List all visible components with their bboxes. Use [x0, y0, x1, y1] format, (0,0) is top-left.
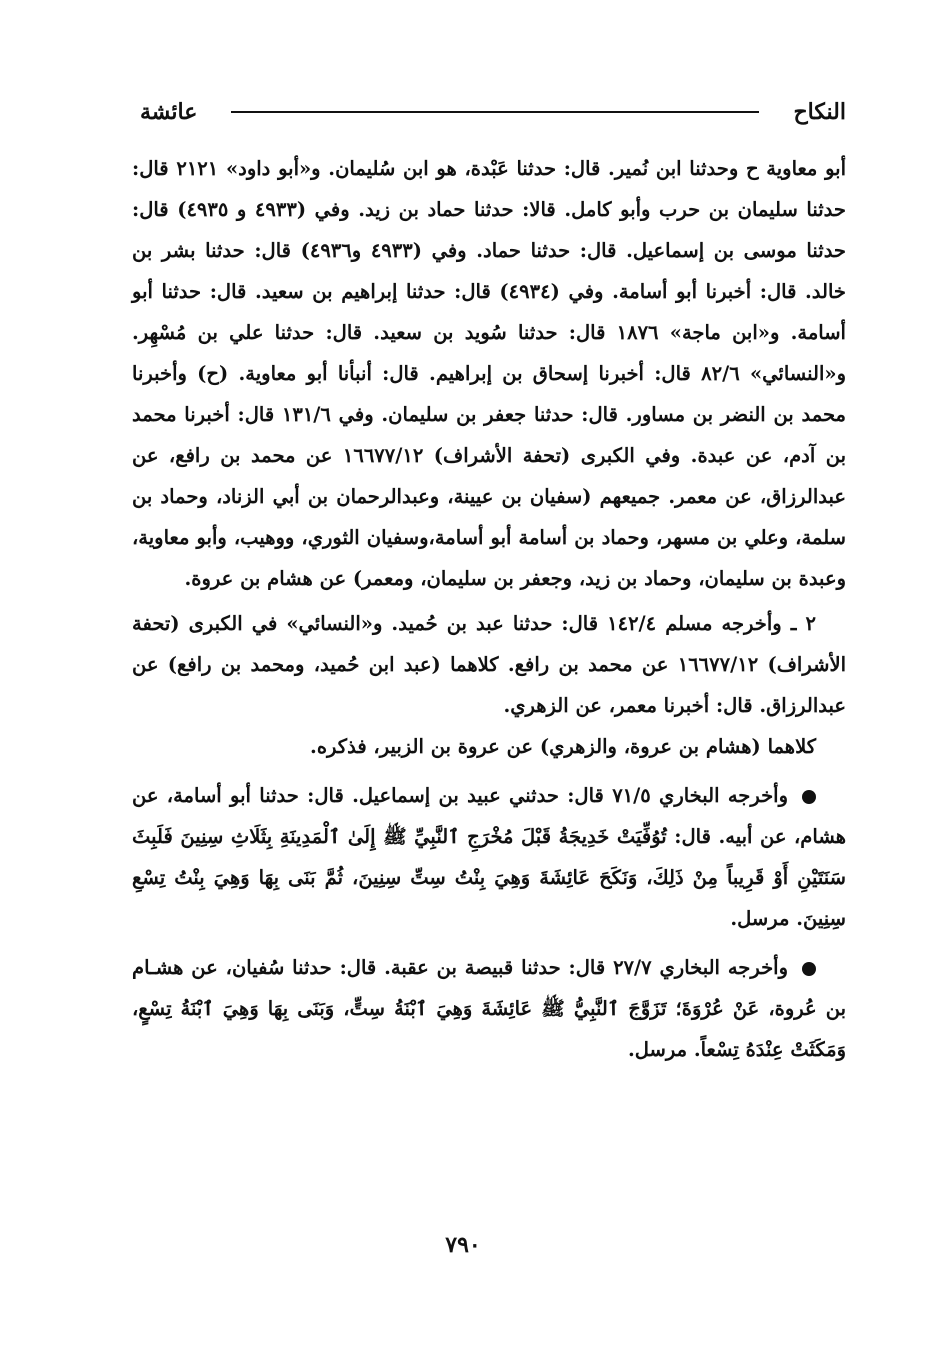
paragraph-bukhari-2: [132, 947, 846, 1070]
paragraph-summary: كلاهما (هشام بن عروة، والزهري) عن عروة بن الزبير، فذكره.: [310, 735, 816, 758]
header-chapter-title: النكاح: [793, 99, 846, 125]
paragraph-takhrij-2: ٢ ـ وأخرجه مسلم ١٤٢/٤ قال: حدثنا عبد بن حُميد. و«النسائي» في الكبرى (تحفة الأشراف) ١٦٦٧٧/١٢ عن محمد بن رافع. كلاهما (عبد ابن حُميد، ومحمد بن رافع) عن عبدالرزاق. قال: أخبرنا معمر، عن الزهري.: [132, 612, 846, 717]
paragraph-takhrij-1: أبو معاوية ح وحدثنا ابن نُمير. قال: حدثنا عَبْدة، هو ابن سُليمان. و«أبو داود» ٢١٢١ قال: حدثنا سليمان بن حرب وأبو كامل. قالا: حدثنا حماد بن زيد. وفي (٤٩٣٣ و ٤٩٣٥) قال: حدثنا موسى بن إسماعيل. قال: حدثنا حماد. وفي (٤٩٣٣ و٤٩٣٦) قال: حدثنا بشر بن خالد. قال: أخبرنا أبو أسامة. وفي (٤٩٣٤) قال: حدثنا إبراهيم بن سعيد. قال: حدثنا أبو أسامة. و«ابن ماجة» ١٨٧٦ قال: حدثنا سُويد بن سعيد. قال: حدثنا علي بن مُسْهِر. و«النسائي» ٨٢/٦ قال: أخبرنا إسحاق بن إبراهيم. قال: أنبأنا أبو معاوية. (ح) وأخبرنا محمد بن النضر بن مساور. قال: حدثنا جعفر بن سليمان. وفي ١٣١/٦ قال: أخبرنا محمد بن آدم، عن عبدة. وفي الكبرى (تحفة الأشراف) ١٦٦٧٧/١٢ عن محمد بن رافع، عن عبدالرزاق، عن معمر. جميعهم (سفيان بن عيينة، وعبدالرحمان بن أبي الزناد، وحماد بن سلمة، وعلي بن مسهر، وحماد بن أسامة أبو أسامة،وسفيان الثوري، ووهيب، وأبو معاوية، وعبدة بن سليمان، وحماد بن زيد، وجعفر بن سليمان، ومعمر) عن هشام بن عروة.: [132, 157, 847, 590]
page-number: ٧٩٠: [445, 1232, 481, 1258]
running-header: [140, 92, 846, 132]
bullet-icon: [802, 962, 816, 976]
paragraph-bukhari-1-text: وأخرجه البخاري ٧١/٥ قال: حدثني عبيد بن إسماعيل. قال: حدثنا أبو أسامة، عن هشام، عن أبيه. قال: تُوُفِّيَتْ خَدِيجَةُ قَبْلَ مُخْرَجِ ٱلنَّبِيِّ ﷺ إِلَىٰ ٱلْمَدِينَةِ بِثَلَاثِ سِنِينَ فَلَبِثَ سَنَتَيْنِ أَوْ قَرِيباً مِنْ ذَلِكَ، وَنَكَحَ عَائِشَةَ وَهِيَ بِنْتُ سِتِّ سِنِينَ، ثُمَّ بَنَى بِهَا وَهِيَ بِنْتُ تِسْعِ سِنِينَ. مرسل.: [132, 784, 846, 930]
paragraph-bukhari-1: [132, 775, 846, 939]
paragraph-bukhari-2-text: وأخرجه البخاري ٢٧/٧ قال: حدثنا قبيصة بن عقبة. قال: حدثنا سُفيان، عن هشـام بن عُروة، عَنْ عُرْوَةَ؛ تَزَوَّجَ ٱلنَّبِيُّ ﷺ عَائِشَةَ وَهِيَ ٱبْنَةُ سِتٍّ، وَبَنَى بِهَا وَهِيَ ٱبْنَةُ تِسْعٍ، وَمَكَثَتْ عِنْدَهُ تِسْعاً. مرسل.: [132, 956, 846, 1061]
header-section-title: عائشة: [140, 99, 198, 125]
bullet-icon: [802, 790, 816, 804]
header-rule: [231, 111, 759, 113]
page-body: [132, 148, 846, 1070]
